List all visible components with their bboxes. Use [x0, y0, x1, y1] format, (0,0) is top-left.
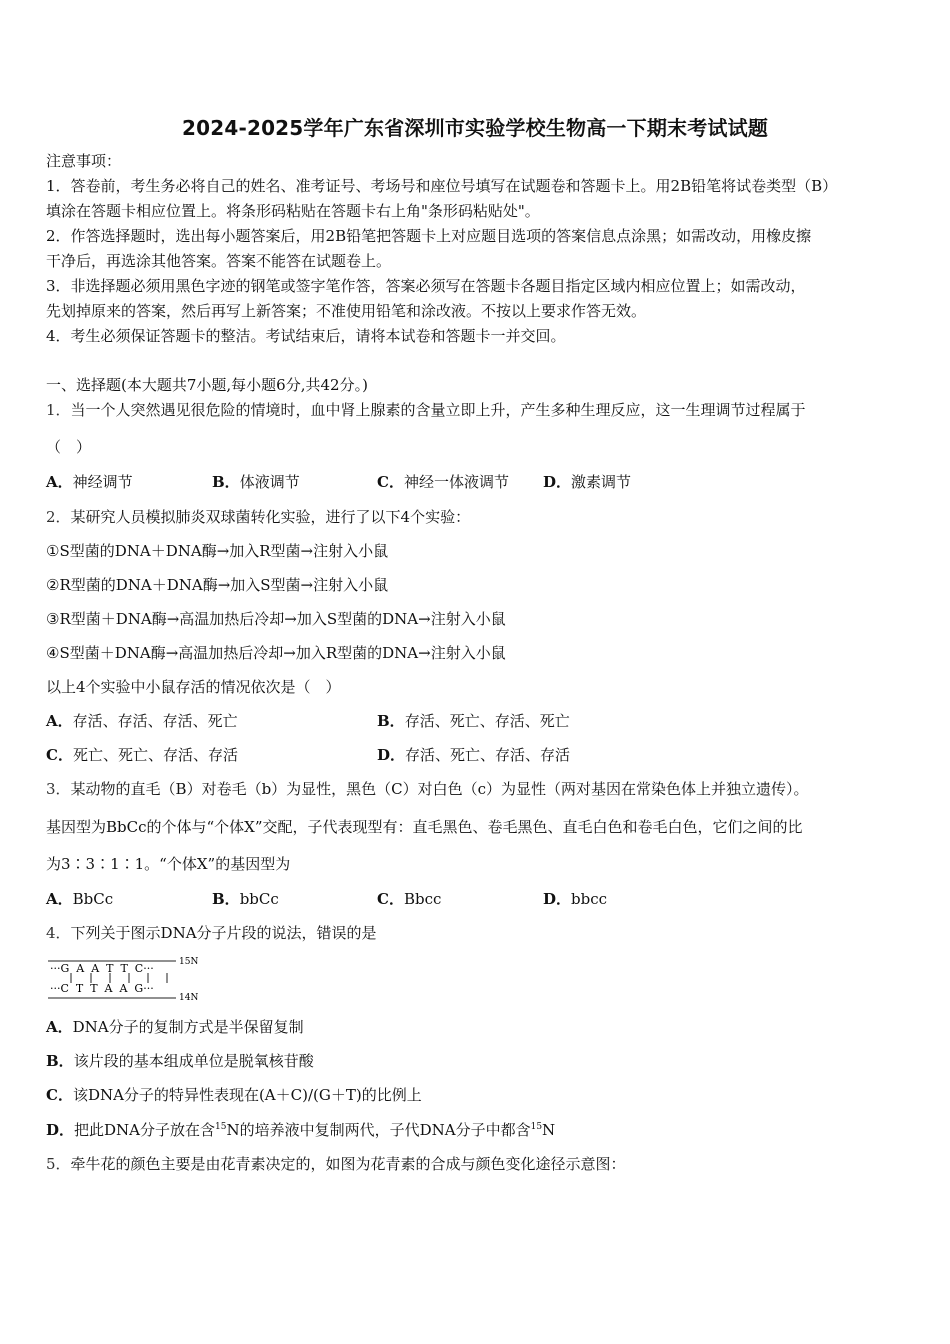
experiment-item: ④S型菌＋DNA酶→高温加热后冷却→加入R型菌的DNA→注射入小鼠 [46, 644, 506, 662]
option-c: C．Bbcc [377, 890, 442, 908]
question-5-stem: 5．牵牛花的颜色主要是由花青素决定的，如图为花青素的合成与颜色变化途径示意图： [46, 1155, 626, 1173]
bottom-strand: ···C T T A A G··· [50, 982, 154, 995]
option-a: A．存活、存活、存活、死亡 [46, 712, 238, 730]
top-strand-label: 15N [179, 957, 199, 967]
answer-bracket: （ ） [46, 438, 92, 456]
option-d: D．存活、死亡、存活、存活 [377, 746, 571, 764]
option-b: B．该片段的基本组成单位是脱氧核苷酸 [46, 1052, 314, 1070]
notice-line: 3．非选择题必须用黑色字迹的钢笔或签字笔作答，答案必须写在答题卡各题目指定区域内相应位置上；如需改动， [46, 277, 806, 295]
notice-heading: 注意事项： [46, 152, 122, 170]
experiment-item: ③R型菌＋DNA酶→高温加热后冷却→加入S型菌的DNA→注射入小鼠 [46, 610, 506, 628]
question-4-stem: 4．下列关于图示DNA分子片段的说法，错误的是 [46, 924, 377, 942]
question-text: 当一个人突然遇见很危险的情境时，血中肾上腺素的含量立即上升，产生多种生理反应，这一生理调节过程属于 [70, 401, 806, 419]
question-2-stem: 2．某研究人员模拟肺炎双球菌转化实验，进行了以下4个实验： [46, 508, 471, 526]
option-a: A．BbCc [46, 890, 114, 908]
bottom-strand-label: 14N [179, 993, 199, 1002]
experiment-item: ①S型菌的DNA＋DNA酶→加入R型菌→注射入小鼠 [46, 542, 389, 560]
experiment-item: ②R型菌的DNA＋DNA酶→加入S型菌→注射入小鼠 [46, 576, 389, 594]
option-a: A．神经调节 [46, 473, 133, 491]
notice-line: 2．作答选择题时，选出每小题答案后，用2B铅笔把答题卡上对应题目选项的答案信息点涂黑；如需改动，用橡皮擦 [46, 227, 812, 245]
option-a: A．DNA分子的复制方式是半保留复制 [46, 1018, 304, 1036]
question-3-line: 3．某动物的直毛（B）对卷毛（b）为显性，黑色（C）对白色（c）为显性（两对基因在常染色体上并独立遗传）。 [46, 780, 809, 798]
option-b: B．体液调节 [212, 473, 300, 491]
section-heading: 一、选择题(本大题共7小题,每小题6分,共42分。) [46, 376, 368, 394]
question-2-ask: 以上4个实验中小鼠存活的情况依次是（ ） [46, 678, 341, 696]
question-number: 1． [46, 401, 71, 419]
question-3-line: 基因型为BbCc的个体与“个体X”交配，子代表现型有：直毛黑色、卷毛黑色、直毛白色和卷毛白色，它们之间的比 [46, 818, 803, 836]
option-b: B．bbCc [212, 890, 279, 908]
page-title: 2024-2025学年广东省深圳市实验学校生物高一下期末考试试题 [181, 116, 769, 140]
top-strand: ···G A A T T C··· [50, 962, 154, 975]
option-c: C．死亡、死亡、存活、存活 [46, 746, 238, 764]
option-d: D．激素调节 [543, 473, 632, 491]
option-b: B．存活、死亡、存活、死亡 [377, 712, 570, 730]
notice-line: 1．答卷前，考生务必将自己的姓名、准考证号、考场号和座位号填写在试题卷和答题卡上。用2B铅笔将试卷类型（B） [46, 177, 838, 195]
notice-line: 先划掉原来的答案，然后再写上新答案；不准使用铅笔和涂改液。不按以上要求作答无效。 [46, 302, 647, 320]
option-c: C．该DNA分子的特异性表现在(A＋C)/(G＋T)的比例上 [46, 1086, 422, 1104]
option-c: C．神经一体液调节 [377, 473, 509, 491]
option-d: D．bbcc [543, 890, 608, 908]
question-1-stem [46, 400, 806, 420]
notice-line: 干净后，再选涂其他答案。答案不能答在试题卷上。 [46, 252, 392, 270]
dna-segment-figure [46, 952, 206, 1002]
option-d: D．把此DNA分子放在含$^{15}$N的培养液中复制两代，子代DNA分子中都含$^{15}$N [46, 1121, 556, 1139]
notice-line: 填涂在答题卡相应位置上。将条形码粘贴在答题卡右上角"条形码粘贴处"。 [46, 202, 540, 220]
notice-line: 4．考生必须保证答题卡的整洁。考试结束后，请将本试卷和答题卡一并交回。 [46, 327, 566, 345]
question-3-line: 为3∶3∶1∶1。“个体X”的基因型为 [46, 855, 291, 873]
